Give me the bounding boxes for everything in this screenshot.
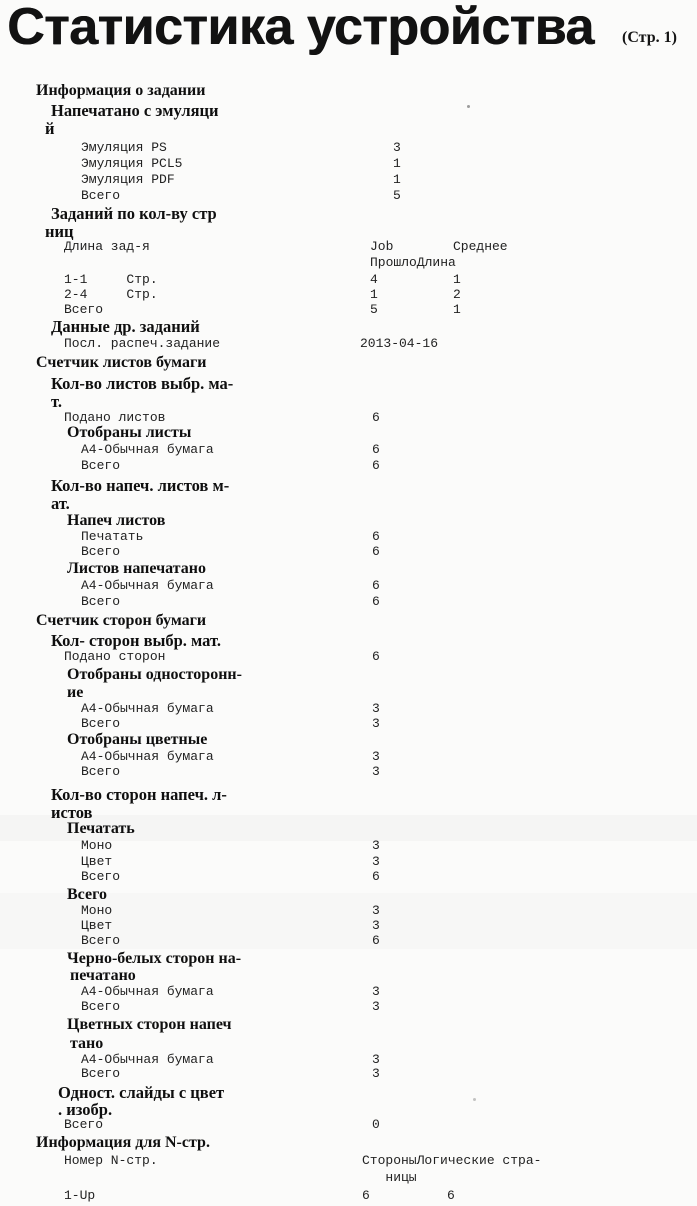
stat-value: 1 [453,302,461,317]
stat-value: 3 [372,701,380,716]
heading-text: Напечатано с эмуляци [51,101,219,120]
stat-label: Длина зад-я [64,239,150,254]
stat-value: 3 [372,1066,380,1081]
stat-label: Моно [81,903,113,918]
stat-value: 3 [372,999,380,1014]
heading-text: Кол-во сторон напеч. л- [51,785,227,804]
stat-value: 6 [447,1188,455,1203]
stat-row [0,933,697,951]
stat-value: 6 [372,594,380,609]
group-heading [0,424,697,442]
column-header: Job [370,239,394,254]
stat-row [0,255,697,273]
group-heading [0,731,697,749]
section-heading [0,82,697,100]
stat-value: 6 [372,529,380,544]
subsection-heading [0,785,697,803]
heading-text: Листов напечатано [67,560,206,577]
stat-label: Всего [81,764,121,779]
stat-value: 0 [372,1117,380,1132]
stat-value: 3 [372,984,380,999]
heading-text: печатано [70,967,136,984]
stat-label: Эмуляция PDF [81,172,175,187]
stat-label: 1-1 Стр. [64,272,158,287]
group-heading [0,886,697,904]
stat-row [0,594,697,612]
stat-label: Всего [81,933,121,948]
stat-label: 2-4 Стр. [64,287,158,302]
stat-label: Всего [81,1066,121,1081]
group-heading [0,512,697,530]
heading-text: Счетчик листов бумаги [36,354,207,371]
stat-label: Эмуляция PCL5 [81,156,183,171]
subsection-heading [0,1083,697,1101]
stat-label: Всего [81,188,121,203]
group-heading [0,820,697,838]
stat-row [0,1117,697,1135]
stat-label: А4-Обычная бумага [81,701,214,716]
group-heading [0,950,697,968]
stat-row [0,999,697,1017]
subsection-heading [0,494,697,512]
stat-value: 6 [372,544,380,559]
heading-text: . изобр. [58,1100,113,1119]
stat-value: 1 [453,272,461,287]
subsection-heading [0,392,697,410]
heading-text: ие [67,684,84,701]
stat-value: 1 [393,172,401,187]
heading-text: ат. [51,494,70,513]
heading-text: Кол-во листов выбр. ма- [51,374,234,393]
stat-value: 6 [372,410,380,425]
heading-text: истов [51,803,93,822]
subsection-heading [0,1100,697,1118]
subsection-heading [0,317,697,335]
stat-label: А4-Обычная бумага [81,749,214,764]
subsection-heading [0,101,697,119]
stat-label: Всего [81,458,121,473]
group-heading-wrap [0,1035,697,1053]
group-heading [0,684,697,702]
heading-text: Кол-во напеч. листов м- [51,476,230,495]
stat-label: Цвет [81,854,113,869]
stat-value: 5 [370,302,378,317]
stat-label: Моно [81,838,113,853]
stat-row [0,1188,697,1206]
stat-label: Всего [81,999,121,1014]
stat-row [0,1066,697,1084]
stat-row [0,1153,697,1171]
page-number: (Стр. 1) [622,29,677,46]
column-header: ницы [362,1170,417,1185]
stat-row [0,336,697,354]
stat-label: Подано сторон [64,649,166,664]
stat-value: 1 [393,156,401,171]
stat-label: А4-Обычная бумага [81,1052,214,1067]
stat-label: Номер N-стр. [64,1153,158,1168]
stat-value: 6 [372,649,380,664]
heading-text: Напеч листов [67,512,166,529]
stat-value: 4 [370,272,378,287]
stat-value: 2 [453,287,461,302]
stat-label: Печатать [81,529,144,544]
stat-label: Всего [81,869,121,884]
group-heading [0,560,697,578]
heading-text: Данные др. заданий [51,317,200,336]
section-heading [0,354,697,372]
stat-label: Эмуляция PS [81,140,167,155]
subsection-heading [0,476,697,494]
stat-value: 3 [372,1052,380,1067]
stat-value: 3 [372,918,380,933]
heading-text: й [45,119,55,138]
stat-value: 3 [372,764,380,779]
stat-value: 3 [393,140,401,155]
subsection-heading-wrap [0,119,697,137]
subsection-heading [0,631,697,649]
stat-value: 6 [372,442,380,457]
stat-label: Всего [81,716,121,731]
stat-value: 3 [372,716,380,731]
heading-text: Заданий по кол-ву стр [51,204,217,223]
heading-text: Отобраны цветные [67,731,208,748]
stat-label: 1-Up [64,1188,96,1203]
subsection-heading-wrap [0,222,697,240]
heading-text: ниц [45,222,74,241]
stat-value: 6 [372,578,380,593]
stat-value: 3 [372,838,380,853]
stat-label: А4-Обычная бумага [81,442,214,457]
stat-value: 3 [372,749,380,764]
heading-text: Цветных сторон напеч [67,1016,232,1033]
column-header: Среднее [453,239,508,254]
column-header: ПрошлоДлина [370,255,456,270]
section-heading [0,612,697,630]
stat-row [0,764,697,782]
heading-text: Кол- сторон выбр. мат. [51,631,221,650]
heading-text: Информация для N-стр. [36,1134,210,1151]
stat-value: 1 [370,287,378,302]
subsection-heading [0,803,697,821]
stat-value: 6 [372,933,380,948]
subsection-heading [0,204,697,222]
stat-label: Подано листов [64,410,166,425]
stat-value: 5 [393,188,401,203]
stat-row [0,458,697,476]
stat-value: 3 [372,854,380,869]
stat-value: 2013-04-16 [360,336,439,351]
heading-text: т. [51,392,62,411]
heading-text: Информация о задании [36,82,206,99]
stat-label: Посл. распеч.задание [64,336,221,351]
heading-text: Черно-белых сторон на- [67,950,242,967]
stat-value: 3 [372,903,380,918]
stat-label: А4-Обычная бумага [81,984,214,999]
heading-text: Одност. слайды с цвет [58,1083,225,1102]
stat-label: Всего [81,544,121,559]
stat-row [0,869,697,887]
stat-label: Всего [64,1117,104,1132]
stat-label: Всего [64,302,104,317]
report-title: Статистика устройства [7,0,594,56]
stat-value: 6 [372,869,380,884]
stat-label: Цвет [81,918,113,933]
heading-text: Отобраны односторонн- [67,666,242,683]
section-heading [0,1134,697,1152]
heading-text: тано [70,1035,104,1052]
stat-label: Всего [81,594,121,609]
group-heading [0,666,697,684]
stat-value: 6 [362,1188,370,1203]
heading-text: Счетчик сторон бумаги [36,612,207,629]
stat-label: А4-Обычная бумага [81,578,214,593]
column-header: СтороныЛогические стра- [362,1153,542,1168]
stat-row [0,1170,697,1188]
heading-text: Печатать [67,820,135,837]
stat-row [0,649,697,667]
group-heading [0,1016,697,1034]
group-heading-wrap [0,967,697,985]
subsection-heading [0,374,697,392]
stat-value: 6 [372,458,380,473]
heading-text: Отобраны листы [67,424,192,441]
heading-text: Всего [67,886,107,903]
